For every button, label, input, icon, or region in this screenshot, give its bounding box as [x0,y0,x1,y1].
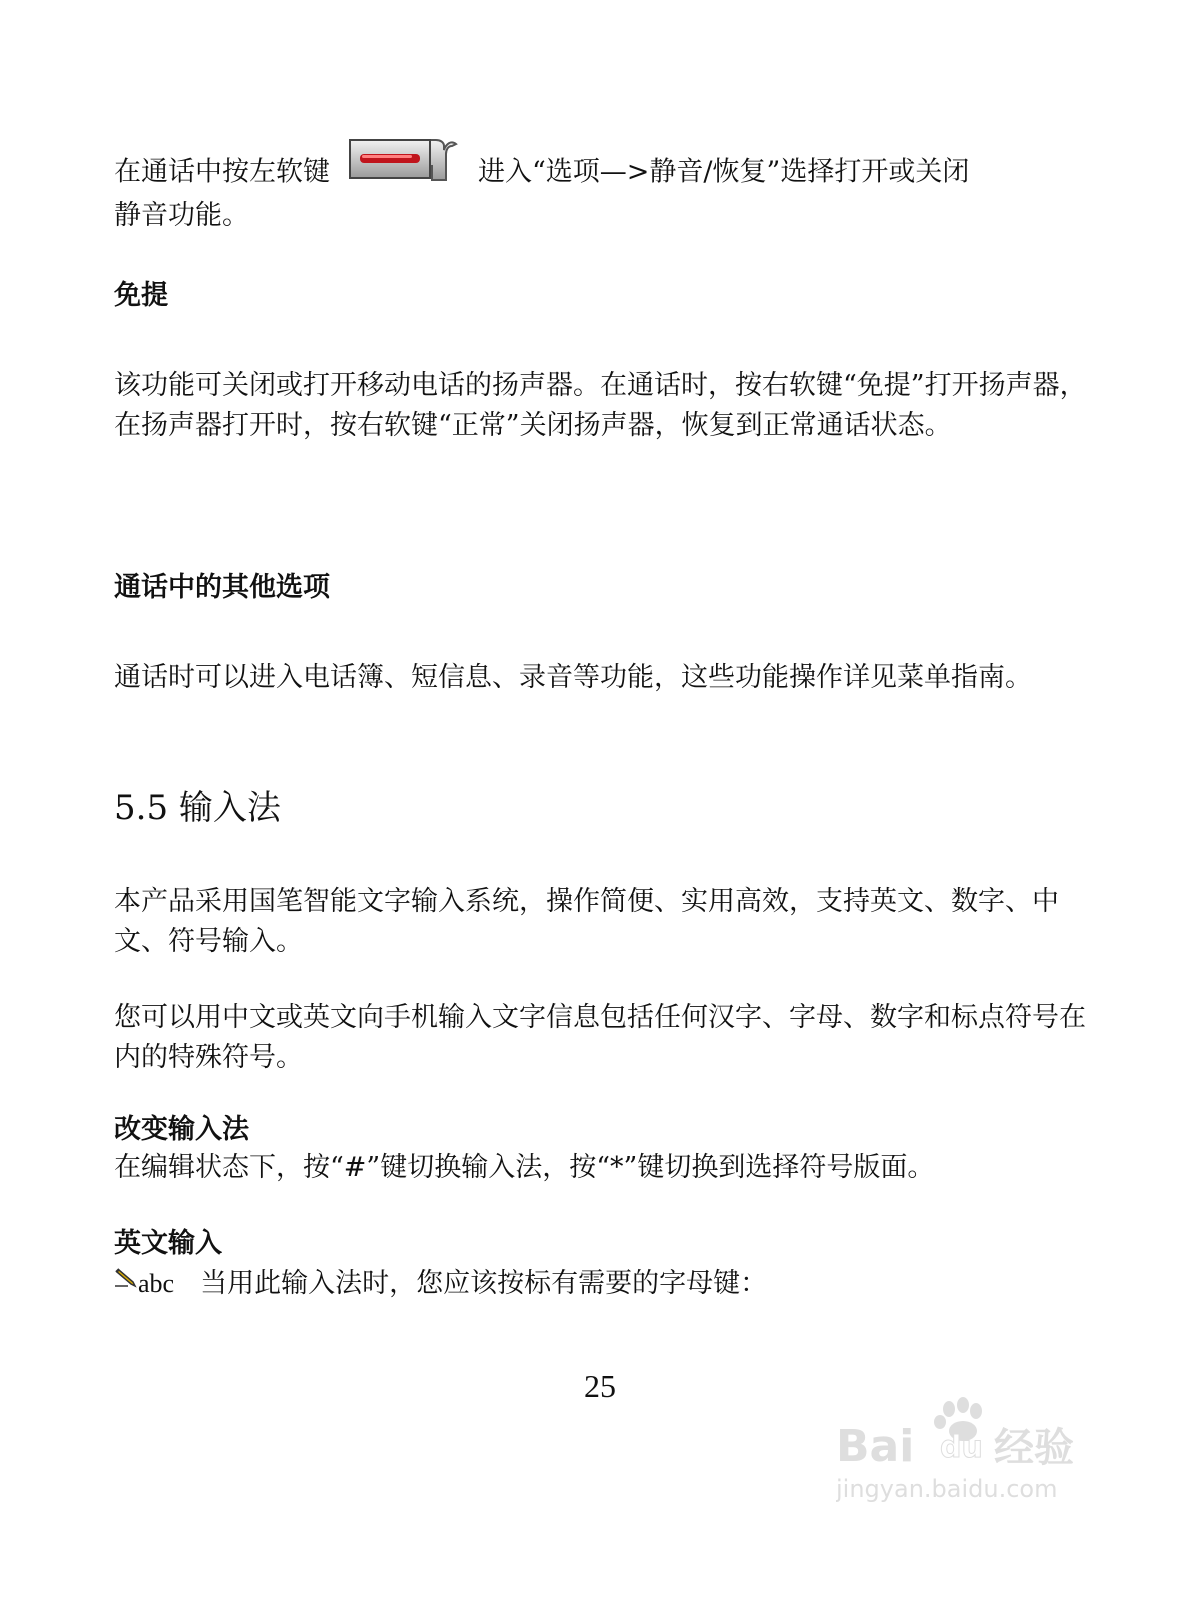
change-input-heading: 改变输入法 [114,1114,249,1145]
watermark-brand: Bai [836,1421,915,1472]
english-input-text: 当用此输入法时，您应该按标有需要的字母键： [200,1268,768,1299]
watermark-url: jingyan.baidu.com [836,1475,1058,1503]
pencil-icon [114,1261,138,1301]
page-number: 25 [584,1368,616,1404]
mute-paragraph [114,150,1089,236]
input-system-paragraph: 本产品采用国笔智能文字输入系统，操作简便、实用高效，支持英文、数字、中文、符号输入。 [114,886,1059,957]
handsfree-heading: 免提 [114,280,168,311]
watermark-brand-du: du [940,1430,983,1465]
handsfree-paragraph: 该功能可关闭或打开移动电话的扬声器。在通话时，按右软键“免提”打开扬声器，在扬声器打开时，按右软键“正常”关闭扬声器，恢复到正常通话状态。 [114,370,1087,441]
other-options-heading: 通话中的其他选项 [114,572,330,603]
other-options-paragraph: 通话时可以进入电话簿、短信息、录音等功能，这些功能操作详见菜单指南。 [114,662,1032,693]
mute-text-line2: 静音功能。 [114,200,249,231]
watermark-cn: 经验 [994,1425,1074,1471]
english-input-heading: 英文输入 [114,1228,222,1259]
english-input-paragraph [114,1264,1089,1304]
abc-mode-label: abc [138,1269,175,1298]
mute-text-before: 在通话中按左软键 [114,156,330,188]
left-soft-key-icon [348,136,460,196]
section-title: 5.5 输入法 [114,788,281,828]
mute-text-after: 进入“选项—>静音/恢复”选择打开或关闭 [478,156,970,188]
input-text-paragraph: 您可以用中文或英文向手机输入文字信息包括任何汉字、字母、数字和标点符号在内的特殊符号。 [114,1002,1086,1073]
baidu-jingyan-watermark [836,1395,1106,1509]
change-input-paragraph: 在编辑状态下，按“#”键切换输入法，按“*”键切换到选择符号版面。 [114,1152,935,1183]
